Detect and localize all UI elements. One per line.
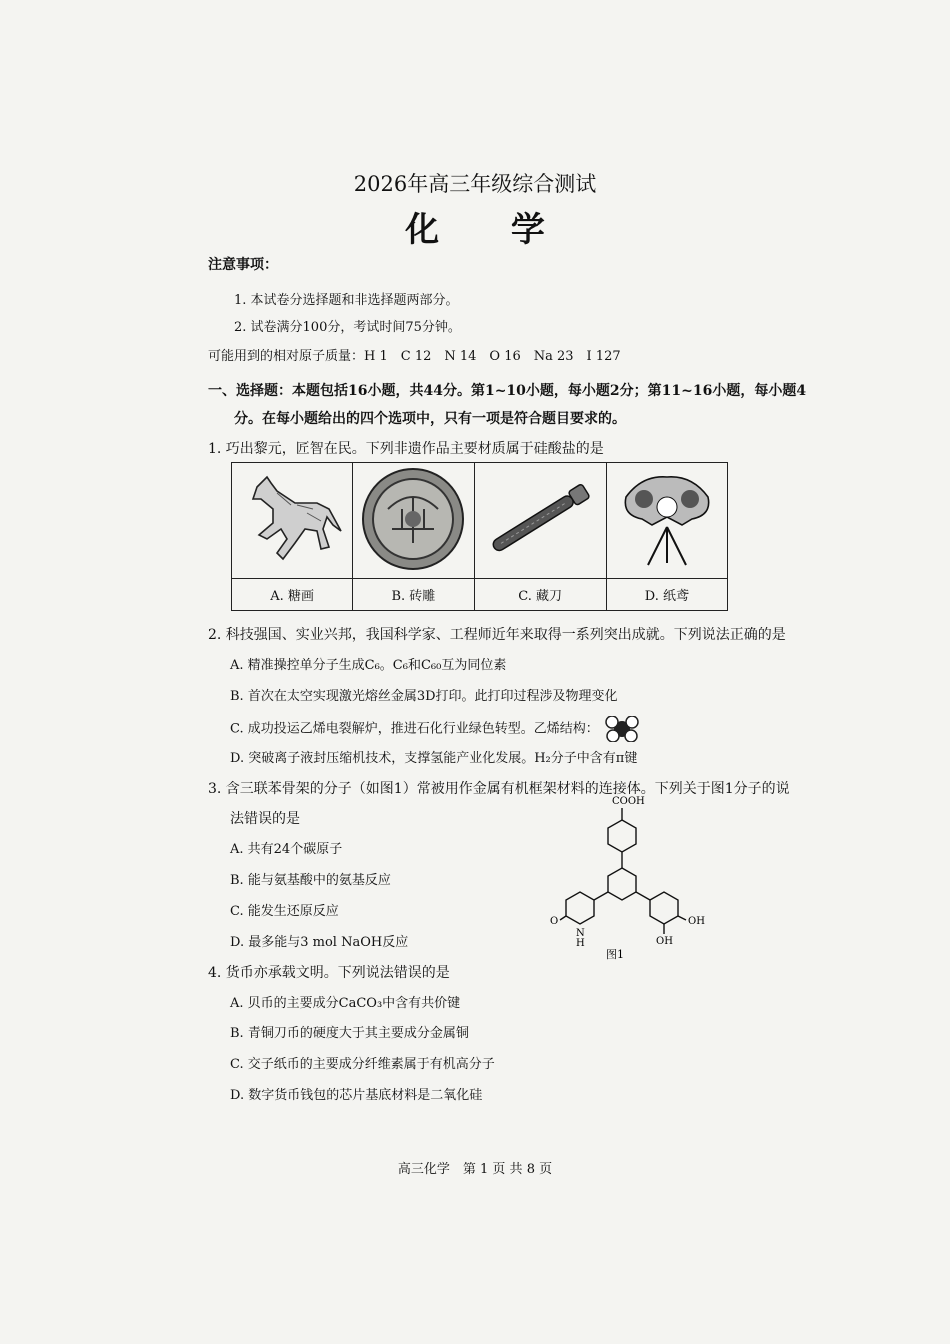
- notice-item-1: 1. 本试卷分选择题和非选择题两部分。: [234, 293, 459, 308]
- figure1-label-oh1: OH: [688, 916, 705, 927]
- q2-option-c: C. 成功投运乙烯电裂解炉，推进石化行业绿色转型。乙烯结构：: [230, 721, 599, 737]
- q3-stem-line1: 3. 含三联苯骨架的分子（如图1）常被用作金属有机框架材料的连接体。下列关于图1分子的说: [208, 781, 790, 797]
- atomic-masses: 可能用到的相对原子质量：H 1 C 12 N 14 O 16 Na 23 I 127: [208, 349, 621, 364]
- q4-option-b: B. 青铜刀币的硬度大于其主要成分金属铜: [230, 1026, 469, 1041]
- horse-icon: [237, 469, 347, 569]
- figure1-label-n: N: [576, 928, 585, 939]
- q1-option-d: D. 纸鸢: [606, 579, 727, 611]
- q3-option-d: D. 最多能与3 mol NaOH反应: [230, 935, 409, 950]
- subject-title: 化 学: [405, 210, 575, 250]
- q3-option-c: C. 能发生还原反应: [230, 904, 339, 919]
- figure1-caption: 图1: [606, 948, 624, 961]
- q1-option-b: B. 砖雕: [353, 579, 474, 611]
- exam-title: 2026年高三年级综合测试: [353, 172, 597, 196]
- brick-carving-icon: [358, 465, 468, 573]
- q4-option-a: A. 贝币的主要成分CaCO₃中含有共价键: [230, 996, 461, 1011]
- q3-stem-line2: 法错误的是: [230, 811, 300, 827]
- knife-icon: [480, 469, 600, 569]
- q1-image-tibetan-knife: [474, 463, 606, 579]
- q1-option-a: A. 糖画: [232, 579, 353, 611]
- notice-item-2: 2. 试卷满分100分，考试时间75分钟。: [234, 320, 461, 335]
- figure1-label-cooh: COOH: [612, 796, 645, 807]
- q2-option-d: D. 突破离子液封压缩机技术，支撑氢能产业化发展。H₂分子中含有π键: [230, 751, 638, 766]
- q1-options-table: [231, 462, 728, 611]
- figure1-label-h: H: [576, 938, 585, 949]
- section1-line2: 分。在每小题给出的四个选项中，只有一项是符合题目要求的。: [234, 411, 626, 427]
- q3-option-b: B. 能与氨基酸中的氨基反应: [230, 873, 391, 888]
- q2-option-b: B. 首次在太空实现激光熔丝金属3D打印。此打印过程涉及物理变化: [230, 689, 618, 704]
- section1-line1: 一、选择题：本题包括16小题，共44分。第1~10小题，每小题2分；第11~16小题，每小题4: [208, 383, 807, 399]
- q1-option-c: C. 藏刀: [474, 579, 606, 611]
- figure1-label-oh2: OH: [656, 936, 673, 947]
- q4-option-c: C. 交子纸币的主要成分纤维素属于有机高分子: [230, 1057, 495, 1072]
- q1-stem: 1. 巧出黎元，匠智在民。下列非遗作品主要材质属于硅酸盐的是: [208, 441, 604, 457]
- q3-option-a: A. 共有24个碳原子: [230, 842, 343, 857]
- q2-stem: 2. 科技强国、实业兴邦，我国科学家、工程师近年来取得一系列突出成就。下列说法正确的是: [208, 627, 786, 643]
- notice-title: 注意事项：: [208, 257, 278, 273]
- q2-option-a: A. 精准操控单分子生成C₆。C₆和C₆₀互为同位素: [230, 658, 507, 673]
- ethylene-model-icon: [605, 716, 639, 742]
- q1-image-horse: [232, 463, 353, 579]
- q4-stem: 4. 货币亦承载文明。下列说法错误的是: [208, 965, 450, 981]
- figure1-molecule: [548, 790, 708, 965]
- kite-icon: [612, 467, 722, 571]
- q1-image-kite: [606, 463, 727, 579]
- q1-image-brick-carving: [353, 463, 474, 579]
- page-footer: 高三化学 第 1 页 共 8 页: [397, 1162, 553, 1177]
- figure1-label-o: O: [550, 916, 559, 927]
- q4-option-d: D. 数字货币钱包的芯片基底材料是二氧化硅: [230, 1088, 483, 1103]
- q2-option-c-row: [230, 716, 639, 742]
